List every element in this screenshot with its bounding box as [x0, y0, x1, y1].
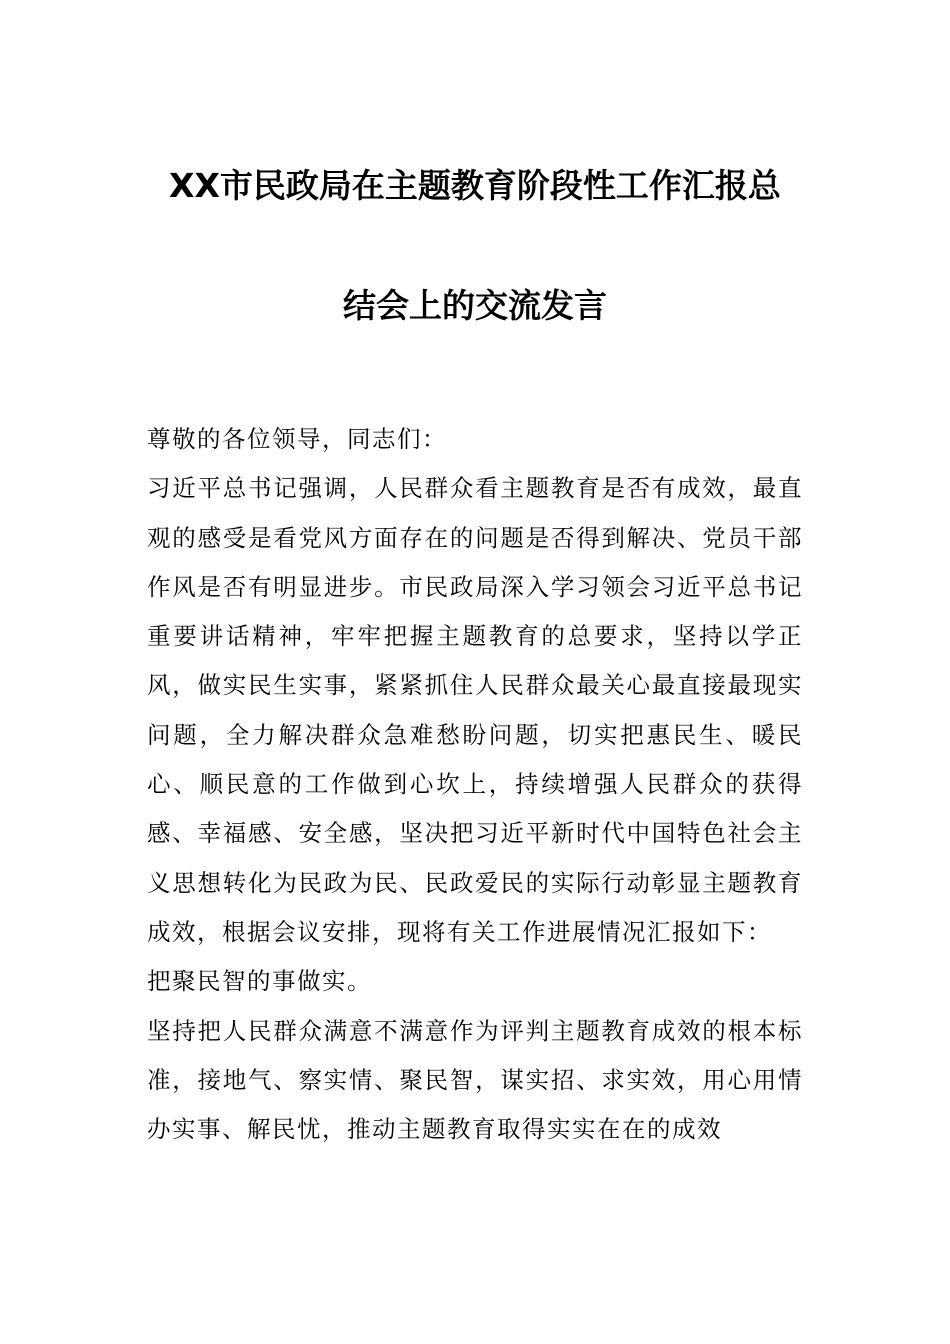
- section-body-paragraph: 坚持把人民群众满意不满意作为评判主题教育成效的根本标准，接地气、察实情、聚民智，谋实招、求实效，用心用情办实事、解民忧，推动主题教育取得实实在在的成效: [147, 1016, 803, 1144]
- salutation-paragraph: 尊敬的各位领导，同志们：: [147, 425, 447, 453]
- document-title-line-2: 结会上的交流发言: [343, 286, 607, 325]
- document-body: [147, 415, 803, 1154]
- section-heading-paragraph: 把聚民智的事做实。: [147, 967, 372, 996]
- intro-paragraph: 习近平总书记强调，人民群众看主题教育是否有成效，最直观的感受是看党风方面存在的问题是否得到解决、党员干部作风是否有明显进步。市民政局深入学习领会习近平总书记重要讲话精神，牢牢把握主题教育的总要求，坚持以学正风，做实民生实事，紧紧抓住人民群众最关心最直接最现实问题，全力解决群众急难愁盼问题，切实把惠民生、暖民心、顺民意的工作做到心坎上，持续增强人民群众的获得感、幸福感、安全感，坚决把习近平新时代中国特色社会主义思想转化为民政为民、民政爱民的实际行动彰显主题教育成效，根据会议安排，现将有关工作进展情况汇报如下：: [147, 474, 803, 946]
- document-title-line-1: XX市民政局在主题教育阶段性工作汇报总: [169, 166, 781, 205]
